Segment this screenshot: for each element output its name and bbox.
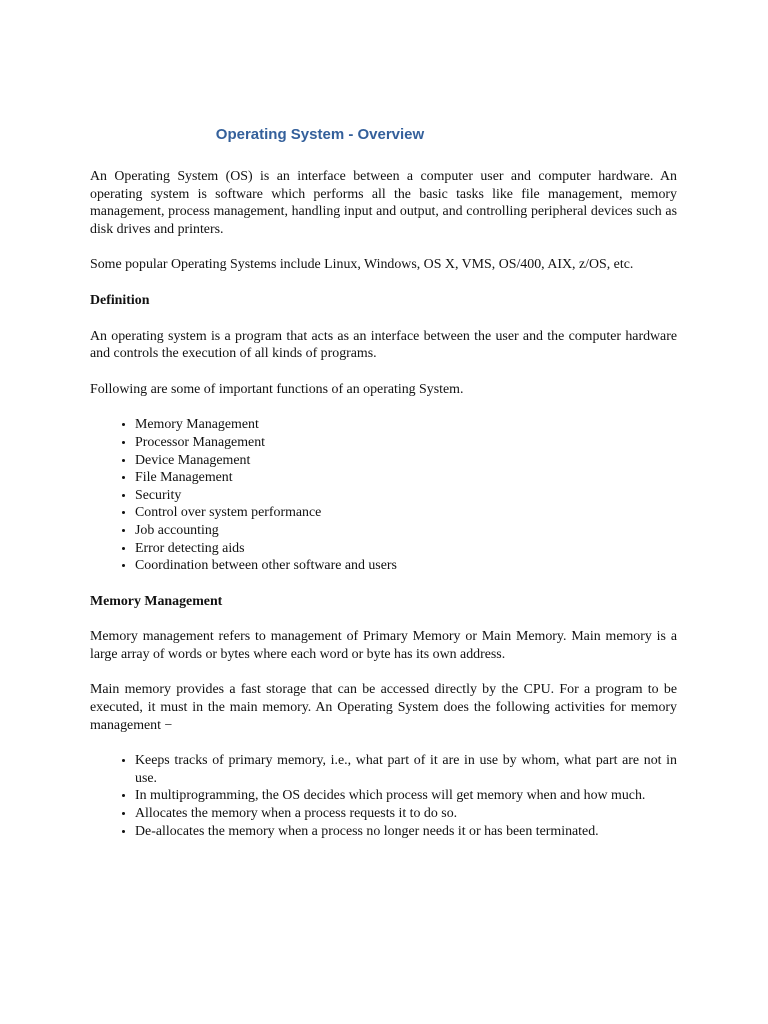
- list-item: • File Management: [135, 469, 677, 487]
- functions-intro-paragraph: Following are some of important functions of an operating System.: [90, 381, 464, 397]
- list-item: • Security: [135, 487, 677, 505]
- list-item: • In multiprogramming, the OS decides which process will get memory when and how much.: [135, 787, 677, 805]
- list-item: • Control over system performance: [135, 504, 677, 522]
- functions-list: [90, 416, 677, 574]
- definition-heading: Definition: [90, 292, 150, 308]
- list-item: • Processor Management: [135, 434, 677, 452]
- memory-paragraph-2: Main memory provides a fast storage that can be accessed directly by the CPU. For a program to be executed, it must in the main memory. An Operating System does the following activities for memory management −: [90, 682, 677, 733]
- definition-paragraph: An operating system is a program that acts as an interface between the user and the computer hardware and controls the execution of all kinds of programs.: [90, 328, 677, 362]
- intro-paragraph: An Operating System (OS) is an interface between a computer user and computer hardware. An operating system is software which performs all the basic tasks like file management, memory management, process management, handling input and output, and controlling peripheral devices such as disk drives and printers.: [90, 169, 677, 237]
- list-item: • Error detecting aids: [135, 540, 677, 558]
- memory-management-heading: Memory Management: [90, 593, 223, 609]
- list-item: • Coordination between other software and users: [135, 557, 677, 575]
- list-item: • Allocates the memory when a process requests it to do so.: [135, 805, 677, 823]
- list-item: • Keeps tracks of primary memory, i.e., what part of it are in use by whom, what part are not in use.: [135, 752, 677, 787]
- list-item: • Memory Management: [135, 416, 677, 434]
- document-body: [90, 168, 677, 858]
- list-item: • Job accounting: [135, 522, 677, 540]
- popular-os-paragraph: Some popular Operating Systems include Linux, Windows, OS X, VMS, OS/400, AIX, z/OS, etc.: [90, 257, 634, 273]
- memory-activities-list: [90, 752, 677, 840]
- list-item: • Device Management: [135, 452, 677, 470]
- list-item: • De-allocates the memory when a process no longer needs it or has been terminated.: [135, 823, 677, 841]
- document-title: Operating System - Overview: [215, 126, 425, 143]
- memory-paragraph-1: Memory management refers to management of Primary Memory or Main Memory. Main memory is a large array of words or bytes where each word or byte has its own address.: [90, 629, 677, 662]
